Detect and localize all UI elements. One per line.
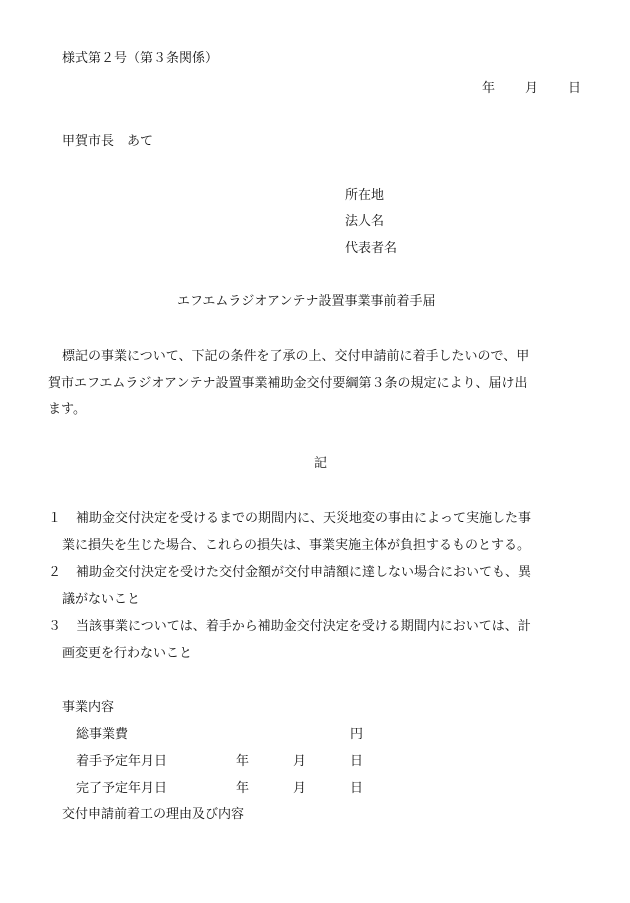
condition-line: 業に損失を生じた場合、これらの損失は、事業実施主体が負担するものとする。 xyxy=(62,538,531,553)
body-line: ます。 xyxy=(48,402,86,417)
start-day-label: 日 xyxy=(350,754,364,769)
condition-number: １ xyxy=(48,511,62,526)
condition-number: ２ xyxy=(48,565,62,580)
start-year-label: 年 xyxy=(236,754,250,769)
project-heading: 事業内容 xyxy=(62,700,115,715)
date-year-label: 年 xyxy=(482,81,496,96)
reason-heading: 交付申請前着工の理由及び内容 xyxy=(62,807,245,822)
addressee: 甲賀市長 あて xyxy=(62,134,154,149)
date-month-label: 月 xyxy=(525,81,539,96)
condition-number: ３ xyxy=(48,619,62,634)
start-month-label: 月 xyxy=(293,754,307,769)
corp-name-label: 法人名 xyxy=(345,214,385,229)
yen-label: 円 xyxy=(350,727,364,742)
form-label: 様式第２号（第３条関係） xyxy=(62,51,219,66)
condition-line: 補助金交付決定を受けるまでの期間内に、天災地変の事由によって実施した事 xyxy=(76,511,532,526)
end-date-label: 完了予定年月日 xyxy=(76,781,168,796)
document-title: エフエムラジオアンテナ設置事業事前着手届 xyxy=(177,294,436,309)
condition-line: 当該事業については、着手から補助金交付決定を受ける期間内においては、計 xyxy=(76,619,531,634)
end-month-label: 月 xyxy=(293,781,307,796)
end-year-label: 年 xyxy=(236,781,250,796)
representative-label: 代表者名 xyxy=(345,241,398,256)
date-day-label: 日 xyxy=(568,81,582,96)
condition-line: 議がないこと xyxy=(62,592,141,607)
total-cost-label: 総事業費 xyxy=(76,727,129,742)
start-date-label: 着手予定年月日 xyxy=(76,754,168,769)
body-line: 賀市エフエムラジオアンテナ設置事業補助金交付要綱第３条の規定により、届け出 xyxy=(48,376,528,391)
condition-line: 補助金交付決定を受けた交付金額が交付申請額に達しない場合においても、異 xyxy=(76,565,532,580)
location-label: 所在地 xyxy=(345,188,385,203)
condition-line: 画変更を行わないこと xyxy=(62,646,193,661)
body-line: 標記の事業について、下記の条件を了承の上、交付申請前に着手したいので、甲 xyxy=(62,349,530,364)
ki-label: 記 xyxy=(314,456,328,471)
end-day-label: 日 xyxy=(350,781,364,796)
